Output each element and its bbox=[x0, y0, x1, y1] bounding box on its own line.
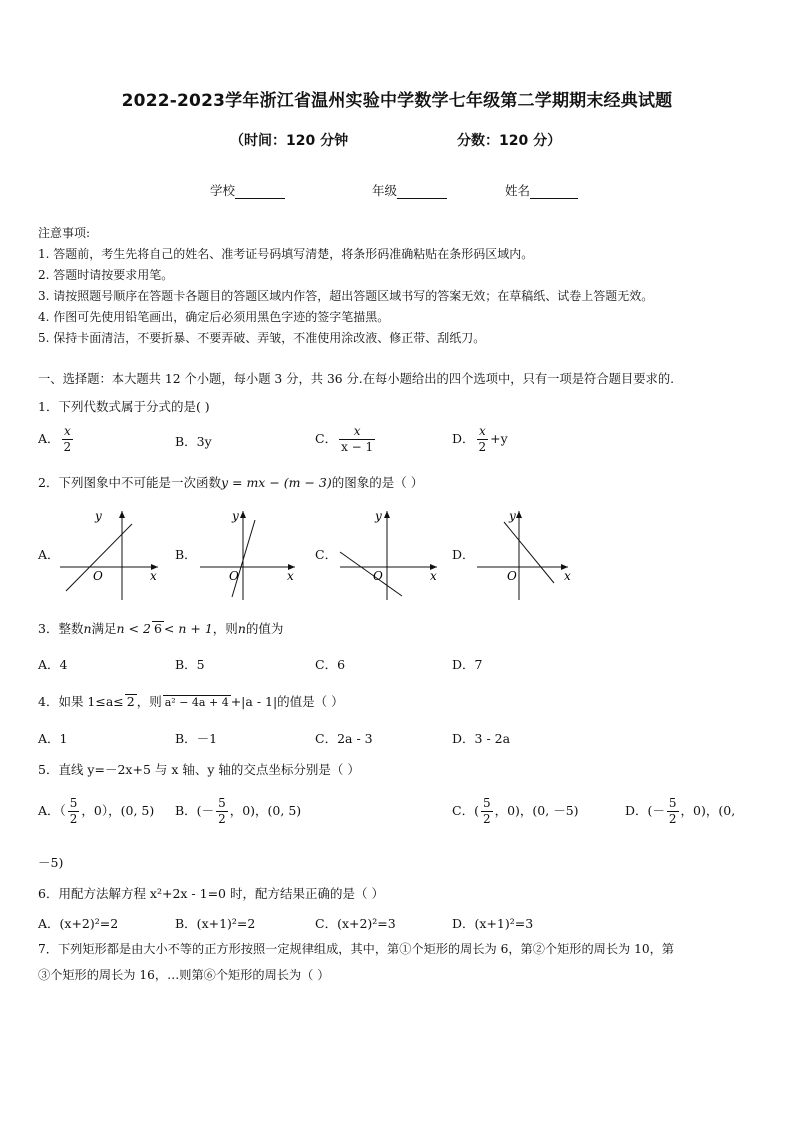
svg-text:x: x bbox=[564, 569, 571, 583]
svg-text:y: y bbox=[375, 509, 382, 523]
notes-heading: 注意事项: bbox=[38, 226, 91, 240]
q4-option-c[interactable]: C．2a - 3 bbox=[315, 731, 373, 746]
exam-time: （时间：120 分钟 bbox=[230, 133, 349, 149]
q3-option-a[interactable]: A．4 bbox=[38, 657, 68, 672]
page-title: 2022-2023学年浙江省温州实验中学数学七年级第二学期期末经典试题 bbox=[121, 91, 673, 111]
svg-text:x: x bbox=[430, 569, 437, 583]
grade-blank[interactable] bbox=[397, 186, 447, 199]
svg-text:y: y bbox=[509, 509, 516, 523]
grade-field[interactable] bbox=[372, 181, 447, 199]
q6-option-b[interactable]: B．(x+1)²=2 bbox=[175, 916, 256, 931]
school-label: 学校 bbox=[210, 183, 236, 198]
q5-stem: 5．直线 y=－2x+5 与 x 轴、y 轴的交点坐标分别是（ ） bbox=[38, 762, 360, 777]
q1-option-d[interactable]: D． $\frac{x}{2}$ +y bbox=[452, 424, 508, 454]
q3-option-b[interactable]: B．5 bbox=[175, 657, 205, 672]
q5-option-d-wrap: －5) bbox=[38, 855, 64, 870]
q7-stem-line2: ③个矩形的周长为 16，…则第⑥个矩形的周长为（ ） bbox=[38, 968, 330, 982]
q2-stem: 2．下列图象中不可能是一次函数y = mx − (m − 3)的图象的是（ ） bbox=[38, 475, 424, 490]
graph-b-icon bbox=[197, 505, 317, 600]
name-blank[interactable] bbox=[530, 186, 578, 199]
name-field[interactable] bbox=[505, 181, 578, 199]
note-item: 1. 答题前，考生先将自己的姓名、准考证号码填写清楚，将条形码准确粘贴在条形码区域内。 bbox=[38, 247, 534, 261]
q7-stem-line1: 7．下列矩形都是由大小不等的正方形按照一定规律组成，其中，第①个矩形的周长为 6，第②个矩形的周长为 10，第 bbox=[38, 942, 674, 956]
q5-option-b[interactable]: B．(－ $\frac{5}{2}$ ，0)，(0, 5) bbox=[175, 796, 302, 826]
svg-text:y: y bbox=[232, 509, 239, 523]
svg-text:x: x bbox=[150, 569, 157, 583]
q4-option-b[interactable]: B．－1 bbox=[175, 731, 218, 746]
grade-label: 年级 bbox=[372, 183, 398, 198]
q1-option-c[interactable]: C． $\frac{x}{x - 1}$ bbox=[315, 424, 374, 454]
note-item: 4. 作图可先使用铅笔画出，确定后必须用黑色字迹的签字笔描黑。 bbox=[38, 310, 390, 324]
q6-stem: 6．用配方法解方程 x²+2x - 1=0 时，配方结果正确的是（ ） bbox=[38, 886, 384, 901]
q6-option-d[interactable]: D．(x+1)²=3 bbox=[452, 916, 534, 931]
note-item: 3. 请按照题号顺序在答题卡各题目的答题区域内作答，超出答题区域书写的答案无效；在草稿纸、试卷上答题无效。 bbox=[38, 289, 654, 303]
section-heading: 一、选择题：本大题共 12 个小题，每小题 3 分，共 36 分.在每小题给出的四个选项中，只有一项是符合题目要求的. bbox=[38, 372, 675, 386]
q6-option-a[interactable]: A．(x+2)²=2 bbox=[38, 916, 119, 931]
q1-stem: 1．下列代数式属于分式的是( ) bbox=[38, 399, 210, 414]
exam-score: 分数：120 分） bbox=[457, 133, 562, 149]
q1-option-b[interactable]: B．3y bbox=[175, 434, 212, 449]
school-blank[interactable] bbox=[235, 186, 285, 199]
svg-text:x: x bbox=[287, 569, 294, 583]
q3-option-d[interactable]: D．7 bbox=[452, 657, 483, 672]
q2-formula: y = mx − (m − 3) bbox=[220, 475, 332, 490]
q6-option-c[interactable]: C．(x+2)²=3 bbox=[315, 916, 396, 931]
svg-text:O: O bbox=[93, 569, 103, 583]
q3-option-c[interactable]: C．6 bbox=[315, 657, 346, 672]
q5-option-d[interactable]: D．(－ $\frac{5}{2}$ ，0)，(0, bbox=[625, 796, 736, 826]
q4-stem: 4．如果 1≤a≤ 2 ，则 a² − 4a + 4 +|a - 1|的值是（ ） bbox=[38, 694, 344, 709]
q4-option-d[interactable]: D．3 - 2a bbox=[452, 731, 511, 746]
q5-option-a[interactable]: A．（ $\frac{5}{2}$ ，0），(0, 5) bbox=[38, 796, 155, 826]
note-item: 2. 答题时请按要求用笔。 bbox=[38, 268, 174, 282]
svg-text:O: O bbox=[229, 569, 239, 583]
graph-d-icon bbox=[474, 505, 594, 600]
q4-option-a[interactable]: A．1 bbox=[38, 731, 68, 746]
name-label: 姓名 bbox=[505, 183, 531, 198]
note-item: 5. 保持卡面清洁，不要折暴、不要弄破、弄皱，不准使用涂改液、修正带、刮纸刀。 bbox=[38, 331, 486, 345]
graph-c-icon bbox=[337, 505, 457, 600]
svg-text:y: y bbox=[95, 509, 102, 523]
q5-option-c[interactable]: C．( $\frac{5}{2}$ ，0)，(0, －5) bbox=[452, 796, 579, 826]
q1-option-a[interactable]: A． $\frac{x}{2}$ bbox=[38, 424, 72, 454]
school-field[interactable] bbox=[210, 181, 285, 199]
svg-text:O: O bbox=[507, 569, 517, 583]
q3-stem: 3．整数n满足n < 2 6 < n + 1，则n的值为 bbox=[38, 621, 284, 636]
svg-text:O: O bbox=[373, 569, 383, 583]
